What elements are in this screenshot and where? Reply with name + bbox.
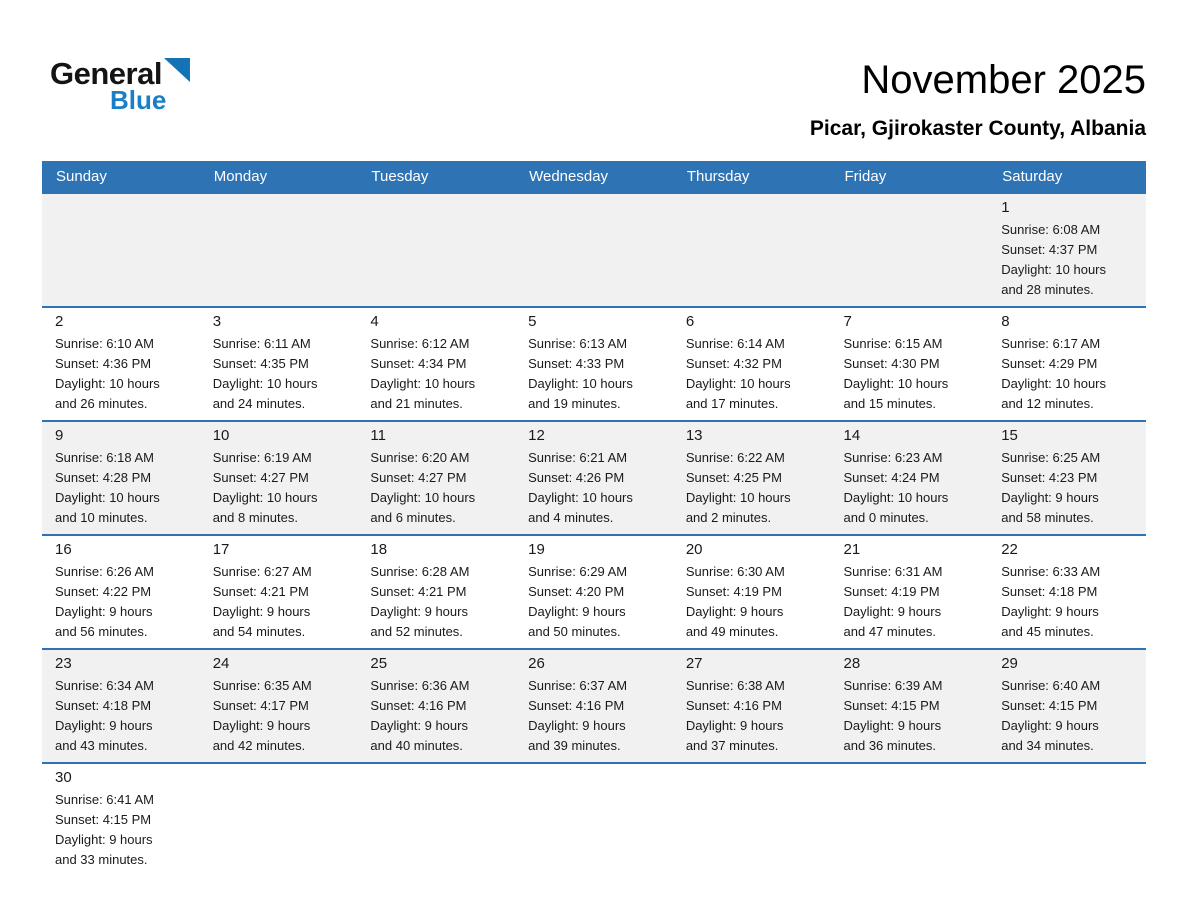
day-number: 18 <box>370 541 388 558</box>
day-info-line: and 6 minutes. <box>370 510 456 525</box>
day-number: 26 <box>528 655 545 672</box>
day-info-line: and 10 minutes. <box>55 510 148 525</box>
day-info-line: Sunset: 4:29 PM <box>1001 356 1098 371</box>
day-info-line: Daylight: 10 hours <box>843 490 949 505</box>
day-cell-28 <box>831 649 989 763</box>
day-cell-6 <box>673 307 831 421</box>
day-cell-5 <box>515 307 673 421</box>
day-info-line: Daylight: 9 hours <box>843 718 942 733</box>
day-cell-4 <box>357 307 515 421</box>
day-info-line: Sunset: 4:15 PM <box>1001 698 1098 713</box>
day-info-line: and 28 minutes. <box>1001 282 1094 297</box>
day-info-line: Sunrise: 6:26 AM <box>55 564 154 579</box>
weekday-header-sunday: Sunday <box>42 161 200 193</box>
day-cell-27 <box>673 649 831 763</box>
day-info-line: and 49 minutes. <box>685 624 779 639</box>
day-number: 1 <box>1001 199 1010 216</box>
day-number: 7 <box>843 313 852 330</box>
day-info-line: Daylight: 9 hours <box>55 832 153 847</box>
day-number: 9 <box>55 427 64 444</box>
day-info-line: Sunrise: 6:31 AM <box>843 564 943 579</box>
day-info-line: Daylight: 9 hours <box>528 604 626 619</box>
day-info-line: and 21 minutes. <box>370 396 463 411</box>
empty-cell <box>357 193 515 307</box>
day-info-line: Sunrise: 6:33 AM <box>1001 564 1101 579</box>
day-info-line: and 45 minutes. <box>1001 624 1094 639</box>
day-info-line: Daylight: 10 hours <box>212 376 318 391</box>
day-info-line: Sunset: 4:22 PM <box>55 584 152 599</box>
empty-cell <box>200 193 358 307</box>
day-info-line: Daylight: 9 hours <box>1001 718 1099 733</box>
day-info-line: Sunrise: 6:10 AM <box>55 336 154 351</box>
week-row-1 <box>42 193 1146 307</box>
day-number: 20 <box>685 541 703 558</box>
day-info-line: Sunset: 4:15 PM <box>843 698 940 713</box>
day-info-line: Daylight: 10 hours <box>685 490 791 505</box>
day-info-line: Sunset: 4:27 PM <box>370 470 467 485</box>
page-subtitle: Picar, Gjirokaster County, Albania <box>809 117 1146 140</box>
day-number: 2 <box>55 313 64 330</box>
day-info-line: Daylight: 9 hours <box>685 604 784 619</box>
day-cell-7 <box>831 307 989 421</box>
week-row-6 <box>42 763 1146 876</box>
day-number: 28 <box>843 655 861 672</box>
day-info-line: Sunset: 4:21 PM <box>370 584 467 599</box>
day-info-line: Daylight: 9 hours <box>1001 490 1099 505</box>
day-info-line: Sunrise: 6:28 AM <box>370 564 470 579</box>
day-info-line: Daylight: 10 hours <box>1001 376 1106 391</box>
day-info-line: Sunrise: 6:41 AM <box>55 792 154 807</box>
day-info-line: Sunset: 4:32 PM <box>685 356 782 371</box>
day-cell-12 <box>515 421 673 535</box>
day-info-line: Sunset: 4:33 PM <box>528 356 625 371</box>
day-info-line: Sunrise: 6:14 AM <box>685 336 785 351</box>
day-info-line: and 15 minutes. <box>843 396 937 411</box>
logo-text-general: General <box>50 56 162 91</box>
day-info-line: Sunrise: 6:19 AM <box>212 450 312 465</box>
day-info-line: and 17 minutes. <box>685 396 779 411</box>
day-cell-26 <box>515 649 673 763</box>
day-info-line: Sunrise: 6:40 AM <box>1001 678 1101 693</box>
day-number: 21 <box>843 541 861 558</box>
day-info-line: Sunset: 4:18 PM <box>55 698 152 713</box>
day-cell-10 <box>200 421 358 535</box>
day-info-line: Daylight: 9 hours <box>370 604 468 619</box>
day-info-line: and 58 minutes. <box>1001 510 1094 525</box>
day-cell-14 <box>831 421 989 535</box>
day-info-line: Daylight: 10 hours <box>370 490 476 505</box>
day-info-line: Daylight: 9 hours <box>212 604 311 619</box>
day-cell-11 <box>357 421 515 535</box>
day-info-line: and 39 minutes. <box>528 738 621 753</box>
day-info-line: Daylight: 9 hours <box>55 604 153 619</box>
day-info-line: and 4 minutes. <box>528 510 614 525</box>
day-info-line: Sunset: 4:34 PM <box>370 356 467 371</box>
day-info-line: Sunset: 4:30 PM <box>843 356 940 371</box>
empty-cell <box>357 763 515 876</box>
day-info-line: Sunset: 4:36 PM <box>55 356 152 371</box>
day-info-line: and 8 minutes. <box>212 510 298 525</box>
day-number: 24 <box>212 655 230 672</box>
day-cell-21 <box>831 535 989 649</box>
day-cell-30 <box>42 763 200 876</box>
day-info-line: Daylight: 10 hours <box>55 376 160 391</box>
day-info-line: Sunrise: 6:22 AM <box>685 450 785 465</box>
day-number: 27 <box>685 655 703 672</box>
day-number: 10 <box>212 427 230 444</box>
day-number: 14 <box>843 427 861 444</box>
day-info-line: and 37 minutes. <box>685 738 779 753</box>
empty-cell <box>831 763 989 876</box>
day-info-line: Daylight: 10 hours <box>528 376 633 391</box>
day-info-line: Daylight: 10 hours <box>55 490 160 505</box>
day-info-line: and 33 minutes. <box>55 852 148 867</box>
day-cell-17 <box>200 535 358 649</box>
day-cell-19 <box>515 535 673 649</box>
day-cell-23 <box>42 649 200 763</box>
day-info-line: Daylight: 10 hours <box>370 376 476 391</box>
day-info-line: Daylight: 9 hours <box>55 718 153 733</box>
empty-cell <box>988 763 1146 876</box>
day-info-line: Sunset: 4:20 PM <box>528 584 625 599</box>
day-info-line: Sunset: 4:19 PM <box>843 584 940 599</box>
week-row-4 <box>42 535 1146 649</box>
day-number: 13 <box>685 427 703 444</box>
day-info-line: Sunrise: 6:38 AM <box>685 678 785 693</box>
day-info-line: Sunrise: 6:17 AM <box>1001 336 1101 351</box>
day-number: 12 <box>528 427 545 444</box>
day-number: 11 <box>370 427 386 444</box>
day-info-line: Sunset: 4:17 PM <box>212 698 309 713</box>
logo-text-blue: Blue <box>110 85 167 115</box>
weekday-header-thursday: Thursday <box>673 161 831 193</box>
day-info-line: Sunset: 4:23 PM <box>1001 470 1098 485</box>
day-info-line: and 24 minutes. <box>212 396 306 411</box>
day-info-line: Sunset: 4:27 PM <box>212 470 309 485</box>
day-info-line: and 42 minutes. <box>212 738 306 753</box>
empty-cell <box>673 193 831 307</box>
day-info-line: and 56 minutes. <box>55 624 148 639</box>
empty-cell <box>515 193 673 307</box>
day-number: 22 <box>1001 541 1018 558</box>
day-info-line: Daylight: 10 hours <box>843 376 949 391</box>
day-info-line: Sunset: 4:18 PM <box>1001 584 1098 599</box>
week-row-2 <box>42 307 1146 421</box>
empty-cell <box>831 193 989 307</box>
day-info-line: Sunset: 4:35 PM <box>212 356 309 371</box>
day-cell-16 <box>42 535 200 649</box>
weekday-header-monday: Monday <box>200 161 358 193</box>
day-info-line: Sunrise: 6:25 AM <box>1001 450 1101 465</box>
day-info-line: Sunrise: 6:29 AM <box>528 564 628 579</box>
day-number: 15 <box>1001 427 1018 444</box>
day-number: 30 <box>55 769 72 786</box>
day-info-line: Sunset: 4:24 PM <box>843 470 940 485</box>
day-cell-29 <box>988 649 1146 763</box>
day-cell-3 <box>200 307 358 421</box>
weekday-header-friday: Friday <box>831 161 989 193</box>
day-info-line: Sunset: 4:26 PM <box>528 470 625 485</box>
day-number: 3 <box>212 313 222 330</box>
day-info-line: Daylight: 9 hours <box>685 718 784 733</box>
logo-triangle-icon <box>164 58 190 82</box>
day-cell-25 <box>357 649 515 763</box>
day-number: 17 <box>212 541 230 558</box>
day-info-line: Sunrise: 6:08 AM <box>1001 222 1101 237</box>
weekday-header-row <box>42 161 1146 193</box>
week-row-5 <box>42 649 1146 763</box>
day-number: 16 <box>55 541 72 558</box>
calendar-body <box>42 193 1146 876</box>
empty-cell <box>200 763 358 876</box>
day-info-line: Sunrise: 6:20 AM <box>370 450 470 465</box>
day-cell-1 <box>988 193 1146 307</box>
day-info-line: Sunrise: 6:37 AM <box>528 678 628 693</box>
general-blue-logo <box>42 58 190 113</box>
day-info-line: Sunset: 4:19 PM <box>685 584 782 599</box>
empty-cell <box>42 193 200 307</box>
day-info-line: Sunrise: 6:18 AM <box>55 450 154 465</box>
day-number: 23 <box>55 655 72 672</box>
day-info-line: Sunset: 4:37 PM <box>1001 242 1098 257</box>
day-info-line: and 0 minutes. <box>843 510 929 525</box>
day-info-line: and 19 minutes. <box>528 396 621 411</box>
day-info-line: Sunset: 4:21 PM <box>212 584 309 599</box>
empty-cell <box>515 763 673 876</box>
weekday-header-tuesday: Tuesday <box>357 161 515 193</box>
day-cell-20 <box>673 535 831 649</box>
day-info-line: and 50 minutes. <box>528 624 621 639</box>
day-info-line: Sunrise: 6:35 AM <box>212 678 312 693</box>
day-cell-24 <box>200 649 358 763</box>
weekday-header-wednesday: Wednesday <box>515 161 673 193</box>
day-info-line: Sunset: 4:25 PM <box>685 470 782 485</box>
day-info-line: and 2 minutes. <box>685 510 772 525</box>
day-info-line: Sunrise: 6:15 AM <box>843 336 943 351</box>
day-info-line: and 40 minutes. <box>370 738 463 753</box>
day-info-line: and 26 minutes. <box>55 396 148 411</box>
day-info-line: Sunrise: 6:21 AM <box>528 450 628 465</box>
day-info-line: and 43 minutes. <box>55 738 148 753</box>
day-info-line: Sunset: 4:16 PM <box>528 698 625 713</box>
day-number: 4 <box>370 313 379 330</box>
day-info-line: and 54 minutes. <box>212 624 306 639</box>
day-info-line: and 12 minutes. <box>1001 396 1094 411</box>
day-info-line: Sunset: 4:16 PM <box>370 698 467 713</box>
day-info-line: Daylight: 9 hours <box>212 718 311 733</box>
day-number: 6 <box>685 313 695 330</box>
day-info-line: Sunset: 4:28 PM <box>55 470 152 485</box>
week-row-3 <box>42 421 1146 535</box>
page-title: November 2025 <box>861 58 1146 102</box>
day-info-line: Daylight: 9 hours <box>370 718 468 733</box>
calendar-header <box>42 161 1146 193</box>
title-block <box>810 58 1146 141</box>
day-info-line: Daylight: 10 hours <box>212 490 318 505</box>
day-info-line: Daylight: 10 hours <box>1001 262 1106 277</box>
day-cell-9 <box>42 421 200 535</box>
day-info-line: Sunrise: 6:36 AM <box>370 678 470 693</box>
day-info-line: Daylight: 9 hours <box>1001 604 1099 619</box>
day-info-line: Sunrise: 6:39 AM <box>843 678 943 693</box>
day-number: 5 <box>528 313 537 330</box>
day-info-line: Sunrise: 6:30 AM <box>685 564 785 579</box>
day-info-line: and 36 minutes. <box>843 738 937 753</box>
day-info-line: Daylight: 9 hours <box>843 604 942 619</box>
day-cell-13 <box>673 421 831 535</box>
day-info-line: Sunrise: 6:27 AM <box>212 564 312 579</box>
day-info-line: and 34 minutes. <box>1001 738 1094 753</box>
day-number: 8 <box>1001 313 1010 330</box>
calendar-table <box>42 161 1146 876</box>
day-cell-2 <box>42 307 200 421</box>
day-info-line: Sunset: 4:16 PM <box>685 698 782 713</box>
day-info-line: Daylight: 9 hours <box>528 718 626 733</box>
day-number: 19 <box>528 541 545 558</box>
day-cell-22 <box>988 535 1146 649</box>
page-header <box>42 0 1146 141</box>
day-cell-15 <box>988 421 1146 535</box>
day-info-line: Daylight: 10 hours <box>685 376 791 391</box>
empty-cell <box>673 763 831 876</box>
weekday-header-saturday: Saturday <box>988 161 1146 193</box>
day-info-line: and 47 minutes. <box>843 624 937 639</box>
day-cell-8 <box>988 307 1146 421</box>
day-number: 25 <box>370 655 388 672</box>
day-info-line: Sunrise: 6:34 AM <box>55 678 154 693</box>
day-info-line: Daylight: 10 hours <box>528 490 633 505</box>
day-info-line: Sunrise: 6:12 AM <box>370 336 470 351</box>
day-cell-18 <box>357 535 515 649</box>
day-info-line: Sunrise: 6:11 AM <box>212 336 311 351</box>
day-info-line: Sunset: 4:15 PM <box>55 812 152 827</box>
day-info-line: and 52 minutes. <box>370 624 463 639</box>
day-info-line: Sunrise: 6:13 AM <box>528 336 628 351</box>
day-number: 29 <box>1001 655 1018 672</box>
day-info-line: Sunrise: 6:23 AM <box>843 450 943 465</box>
